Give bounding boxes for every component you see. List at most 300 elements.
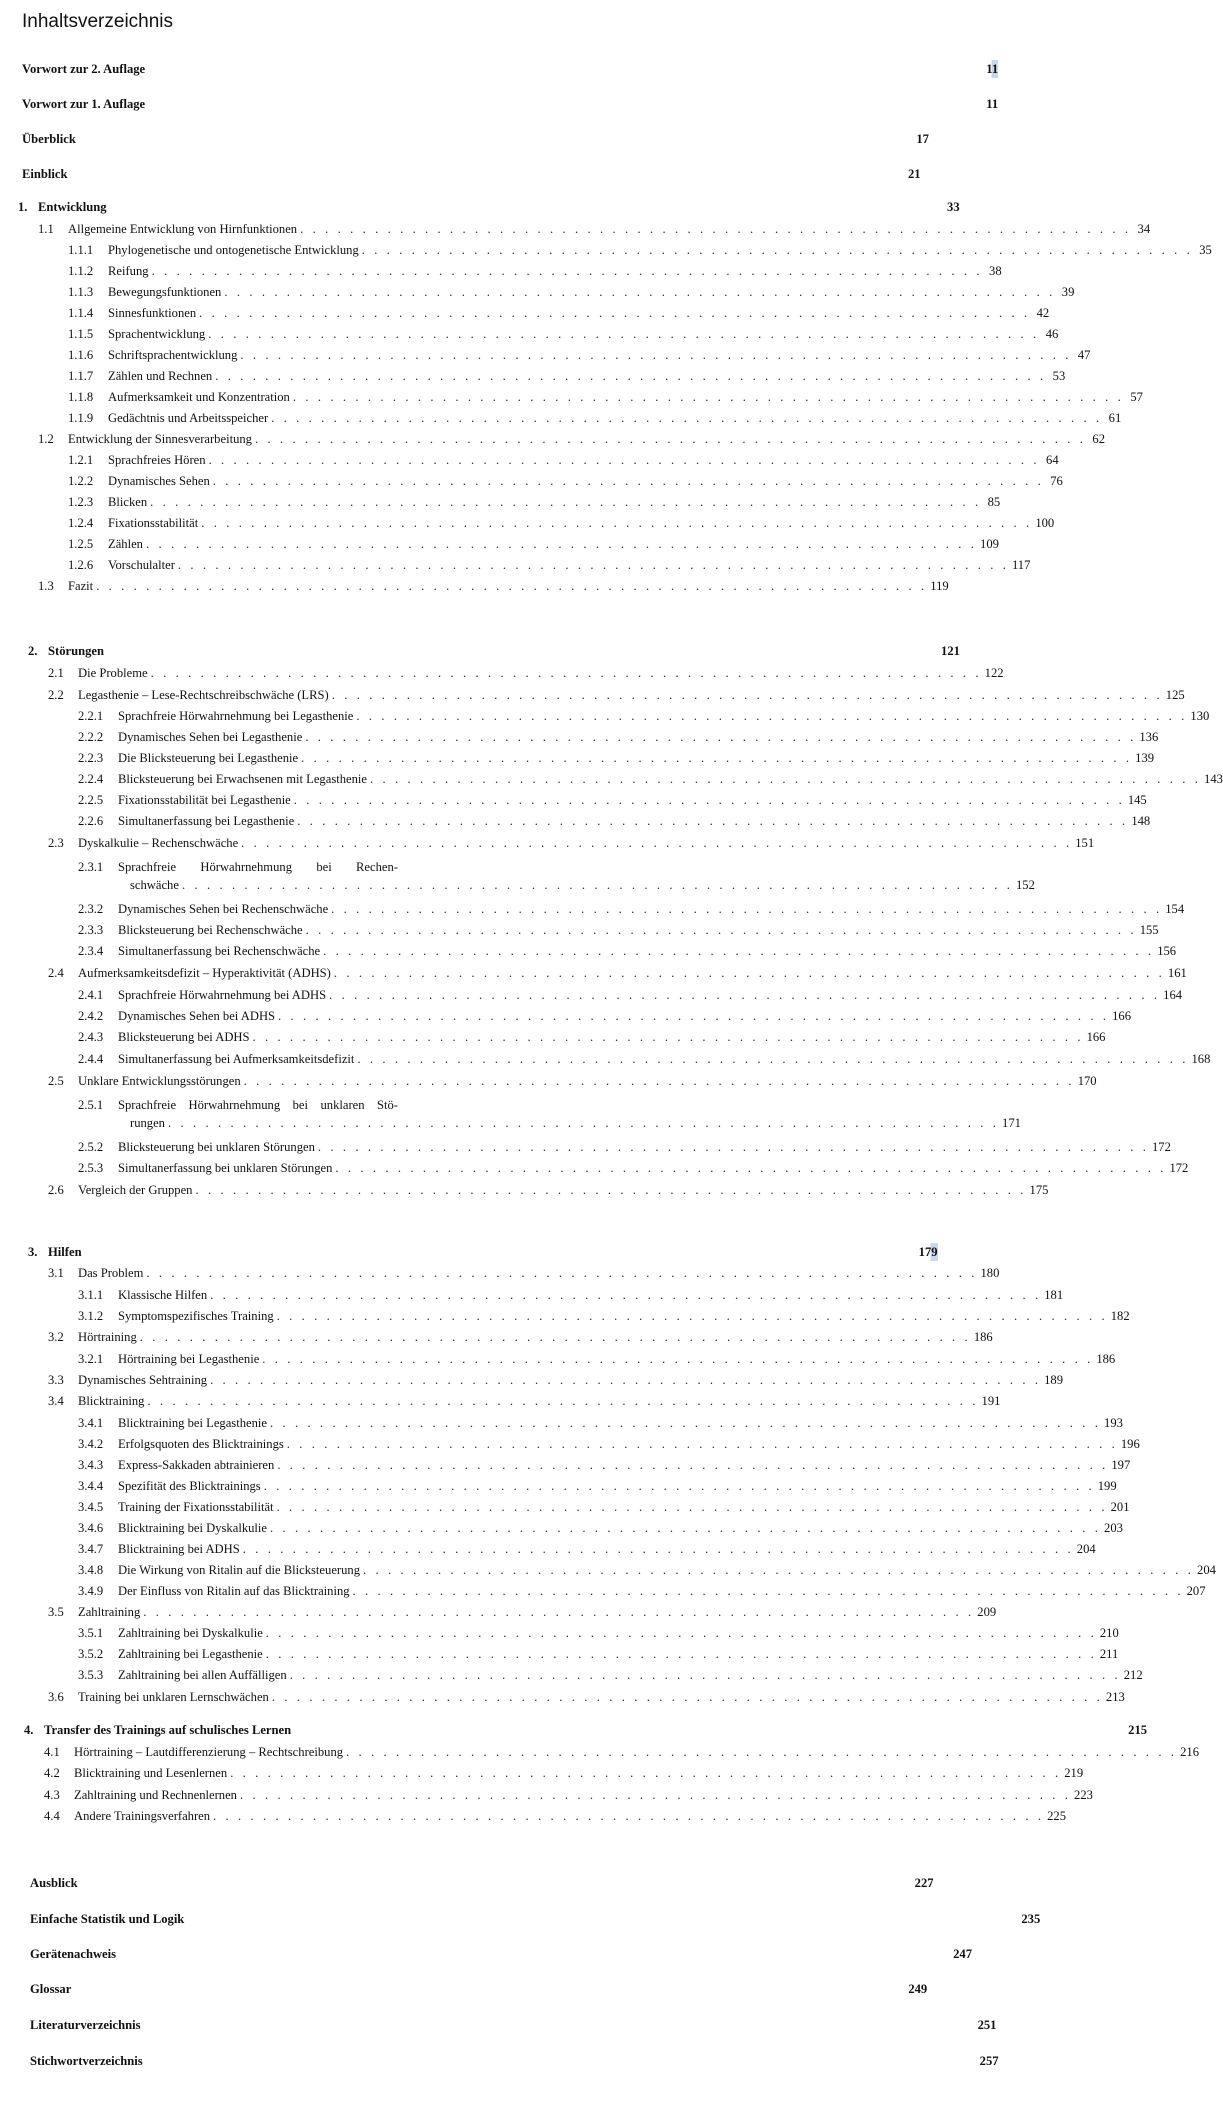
toc-entry[interactable] [68,472,1063,490]
toc-entry-page-number: 225 [1047,1809,1066,1823]
toc-entry-label: Sprachfreies Hören [108,453,206,467]
toc-entry-page-number: 61 [1108,411,1122,425]
toc-entry[interactable] [38,577,949,595]
toc-entry-label: Hilfen [48,1245,82,1259]
toc-entry-label: Training bei unklaren Lernschwächen [78,1690,269,1704]
toc-entry[interactable] [68,556,1031,574]
toc-entry-number: 2.5 [48,1074,64,1088]
toc-entry[interactable] [68,304,1050,322]
dot-leader [277,1456,1108,1474]
toc-entry-number: 3.4.7 [78,1542,104,1556]
toc-entry-label: Aufmerksamkeitsdefizit – Hyperaktivität (ADHS) [78,966,331,980]
toc-entry-number: 3.3 [48,1373,64,1387]
toc-entry-label: Ausblick [30,1876,78,1890]
dot-leader [318,1138,1149,1156]
toc-entry-body [118,1645,1119,1663]
toc-entry[interactable] [78,1624,1119,1642]
toc-entry-number: 2.4.3 [78,1030,104,1044]
toc-entry-body [118,749,1155,767]
toc-entry-label: Einfache Statistik und Logik [30,1912,185,1926]
toc-entry-body [78,1181,1049,1199]
toc-entry-body [78,1603,997,1621]
toc-entry[interactable] [78,1435,1140,1453]
dot-leader [199,304,1030,322]
toc-entry-page-number: 53 [1052,369,1066,383]
dot-leader [272,1688,1103,1706]
toc-entry-page-number: 46 [1045,327,1059,341]
toc-entry-number: 2.2.1 [78,709,104,723]
toc-entry[interactable] [68,346,1091,364]
toc-entry[interactable] [28,1243,938,1261]
toc-entry[interactable] [78,770,1223,788]
toc-entry-page-number: 155 [1139,923,1159,937]
toc-entry-page-number: 180 [980,1266,1000,1280]
toc-entry-label: Simultanerfassung bei Aufmerksamkeitsdefizit [118,1052,355,1066]
toc-entry-number: 1.2.3 [68,495,94,509]
toc-entry-body [48,1243,938,1261]
toc-entry-page-number: 122 [984,666,1004,680]
toc-entry[interactable] [48,1371,1063,1389]
toc-entry-body [78,1688,1125,1706]
dot-leader [213,472,1044,490]
dot-leader [230,1764,1061,1782]
toc-entry[interactable] [78,1159,1189,1177]
toc-entry[interactable] [68,493,1001,511]
toc-entry-body [78,1328,993,1346]
toc-entry-body [74,1743,1199,1761]
toc-entry-label: Vorwort zur 2. Auflage [22,62,146,76]
toc-entry-number: 3.1 [48,1266,64,1280]
toc-entry-label: Training der Fixationsstabilität [118,1500,274,1514]
toc-entry[interactable] [68,283,1075,301]
dot-leader [346,1743,1177,1761]
toc-entry-number: 1.2.6 [68,558,94,572]
toc-entry-number: 1.1.4 [68,306,94,320]
dot-leader [150,493,981,511]
toc-entry-page-number: 130 [1190,709,1210,723]
toc-entry[interactable] [78,728,1159,746]
toc-entry-body [108,451,1059,469]
toc-entry-body [108,325,1059,343]
dot-leader [266,1624,1097,1642]
toc-entry-body [30,1945,972,1963]
toc-entry-page-number: 34 [1137,222,1151,236]
toc-entry-page-number: 62 [1092,432,1106,446]
toc-entry[interactable] [78,1350,1116,1368]
toc-entry-label: Vorschulalter [108,558,175,572]
toc-entry-number: 3. [28,1245,38,1259]
toc-entry-label: Entwicklung der Sinnesverarbeitung [68,432,252,446]
toc-entry-page-number: 145 [1127,793,1147,807]
toc-entry-body [118,1414,1123,1432]
toc-entry-body [118,986,1183,1004]
toc-entry-body [118,1519,1123,1537]
dot-leader [262,1350,1093,1368]
toc-entry-number: 2.4.4 [78,1052,104,1066]
toc-entry-label: Die Wirkung von Ritalin auf die Blicksteuerung [118,1563,360,1577]
toc-entry-number: 3.4 [48,1394,64,1408]
toc-entry[interactable] [78,1582,1206,1600]
toc-entry-label: Entwicklung [38,200,107,214]
toc-entry-label: Zahltraining bei allen Auffälligen [118,1668,287,1682]
toc-entry[interactable] [68,388,1143,406]
toc-entry-page-number: 219 [1064,1766,1084,1780]
toc-entry-page-number: 179 [918,1245,938,1259]
toc-entry-body [108,241,1212,259]
toc-entry-number: 1.2.5 [68,537,94,551]
toc-entry-number: 1.2.1 [68,453,94,467]
toc-entry[interactable] [68,325,1059,343]
toc-entry[interactable] [78,791,1147,809]
toc-entry-number: 4.4 [44,1809,60,1823]
toc-entry-page-number: 193 [1104,1416,1123,1430]
toc-entry[interactable] [18,198,960,216]
toc-entry[interactable] [22,130,929,148]
toc-entry-body [30,2016,997,2034]
toc-entry-label: Störungen [48,644,104,658]
toc-entry[interactable] [48,1688,1125,1706]
toc-entry[interactable] [78,1007,1131,1025]
toc-entry-label: Blicktraining bei Legasthenie [118,1416,267,1430]
toc-entry-page-number: 249 [908,1982,928,1996]
toc-entry-number: 3.4.4 [78,1479,104,1493]
toc-entry[interactable] [78,1561,1216,1579]
dot-leader [363,1561,1194,1579]
toc-entry-label: Zahltraining [78,1605,141,1619]
toc-entry[interactable] [22,95,999,113]
dot-leader [151,664,982,682]
toc-entry-number: 3.4.2 [78,1437,104,1451]
toc-entry-body [78,1392,1001,1410]
toc-entry[interactable] [68,451,1059,469]
toc-entry-label: Andere Trainingsverfahren [74,1809,211,1823]
toc-entry[interactable] [30,1874,934,1892]
toc-entry-page-number: 210 [1099,1626,1119,1640]
toc-entry-page-number: 257 [979,2054,999,2068]
toc-entry-number: 2.2 [48,688,64,702]
toc-entry-body [30,2052,999,2070]
toc-entry-number: 2.5.3 [78,1161,104,1175]
toc-entry-label: Fixationsstabilität bei Legasthenie [118,793,291,807]
toc-entry-label: Aufmerksamkeit und Konzentration [108,390,290,404]
toc-entry-page-number: 168 [1191,1052,1211,1066]
toc-entry-label: Symptomspezifisches Training [118,1309,274,1323]
toc-entry-label: schwäche [130,878,179,892]
toc-entry[interactable] [44,1807,1066,1825]
toc-entry-page-number: 119 [930,579,949,593]
toc-entry[interactable] [22,165,921,183]
toc-entry-page-number: 182 [1110,1309,1130,1323]
toc-entry[interactable] [78,749,1155,767]
toc-entry-body [108,535,999,553]
toc-entry[interactable] [30,1945,972,1963]
toc-entry-page-number: 117 [1011,558,1031,572]
dot-leader [209,451,1040,469]
dot-leader [353,1582,1184,1600]
toc-entry-page-number: 201 [1110,1500,1130,1514]
toc-entry[interactable] [30,2052,999,2070]
toc-entry-page-number: 186 [973,1330,993,1344]
toc-entry-label: Das Problem [78,1266,144,1280]
toc-entry-label: Express-Sakkaden abtrainieren [118,1458,275,1472]
toc-entry-number: 1.3 [38,579,54,593]
toc-entry[interactable] [24,1721,1148,1739]
toc-entry[interactable] [48,1181,1049,1199]
toc-entry-number: 2.2.3 [78,751,104,765]
toc-entry-body [108,472,1063,490]
toc-entry-number: 2.3.2 [78,902,104,916]
toc-entry[interactable] [78,1286,1064,1304]
toc-entry-page-number: 204 [1076,1542,1096,1556]
toc-entry-label: Unklare Entwicklungsstörungen [78,1074,241,1088]
toc-entry-body [118,1007,1131,1025]
dot-leader [244,1072,1075,1090]
toc-entry-number: 1.2.2 [68,474,94,488]
toc-entry[interactable] [68,367,1066,385]
toc-entry-body [118,1540,1096,1558]
toc-entry-body [78,664,1004,682]
dot-leader [293,388,1124,406]
toc-entry-label: Blicktraining bei Dyskalkulie [118,1521,267,1535]
toc-entry[interactable] [78,1028,1106,1046]
toc-entry-number: 2.2.6 [78,814,104,828]
toc-entry[interactable] [44,1786,1093,1804]
toc-entry-label: Die Probleme [78,666,148,680]
toc-entry-body [30,1980,928,1998]
toc-entry-body [118,900,1185,918]
toc-entry[interactable] [68,262,1002,280]
toc-entry[interactable] [48,686,1185,704]
toc-entry[interactable] [48,664,1004,682]
toc-entry-page-number: 151 [1075,836,1095,850]
toc-entry-label: Vergleich der Gruppen [78,1183,193,1197]
toc-entry-page-number: 64 [1046,453,1059,467]
toc-entry-number: 2.2.4 [78,772,104,786]
dot-leader [210,1286,1041,1304]
toc-entry-label: Reifung [108,264,149,278]
dot-leader [210,1371,1041,1389]
toc-entry-body [118,1307,1130,1325]
toc-entry-number: 1. [18,200,28,214]
toc-entry[interactable] [78,900,1185,918]
toc-entry[interactable] [48,1603,997,1621]
toc-entry-number: 1.1 [38,222,54,236]
page-title: Inhaltsverzeichnis [22,11,174,32]
dot-leader [96,577,927,595]
toc-entry-body [118,1028,1106,1046]
toc-entry-number: 2.3.4 [78,944,104,958]
toc-entry[interactable] [78,921,1159,939]
toc-entry[interactable] [48,1264,1000,1282]
toc-entry-page-number: 172 [1151,1140,1171,1154]
toc-entry[interactable] [48,1392,1001,1410]
toc-entry-body [74,1807,1066,1825]
toc-entry[interactable] [68,514,1055,532]
toc-entry-number: 1.1.5 [68,327,94,341]
toc-entry[interactable] [30,2016,997,2034]
dot-leader [290,1666,1121,1684]
toc-entry-body [108,556,1031,574]
toc-entry-number: 3.5 [48,1605,64,1619]
toc-entry-page-number: 100 [1035,516,1055,530]
toc-entry-page-number: 172 [1169,1161,1189,1175]
toc-entry-page-number: 76 [1050,474,1063,488]
toc-entry-body [22,165,921,183]
dot-leader [213,1807,1044,1825]
dot-leader [297,812,1128,830]
toc-entry-number: 3.2 [48,1330,64,1344]
toc-entry[interactable] [68,241,1212,259]
toc-entry-body [22,95,999,113]
toc-entry[interactable] [28,642,960,660]
toc-entry-label: Gerätenachweis [30,1947,117,1961]
toc-entry-page-number: 212 [1123,1668,1143,1682]
toc-entry[interactable] [44,1764,1084,1782]
toc-entry[interactable] [78,1498,1130,1516]
toc-entry-label: Sprachfreie Hörwahrnehmung bei ADHS [118,988,327,1002]
toc-entry[interactable] [78,1477,1117,1495]
toc-entry[interactable] [68,535,999,553]
toc-entry-number: 2.5.1 [78,1098,104,1112]
toc-entry[interactable] [48,1072,1097,1090]
toc-entry-label: Hörtraining bei Legasthenie [118,1352,260,1366]
toc-entry-page-number: 85 [987,495,1001,509]
toc-entry[interactable] [78,1456,1131,1474]
toc-entry-body [68,577,949,595]
toc-entry-page-number: 39 [1061,285,1075,299]
toc-entry-label: Sprachfreie Hörwahrnehmung bei unklaren Stö- [118,1098,398,1112]
toc-entry-body [118,728,1159,746]
toc-entry-label: Blicksteuerung bei unklaren Störungen [118,1140,315,1154]
toc-entry-body [30,1874,934,1892]
toc-entry[interactable] [78,1050,1211,1068]
toc-entry-body [78,964,1187,982]
toc-entry-number: 3.4.6 [78,1521,104,1535]
toc-entry-label: Blicktraining und Lesenlernen [74,1766,228,1780]
toc-entry[interactable] [78,1519,1123,1537]
toc-entry[interactable] [30,1910,1041,1928]
toc-entry-page-number: 161 [1167,966,1187,980]
toc-entry[interactable] [38,430,1106,448]
toc-entry[interactable] [78,1096,1021,1132]
toc-entry-body [108,388,1143,406]
toc-entry-label: Der Einfluss von Ritalin auf das Blicktraining [118,1584,350,1598]
toc-entry-label: Simultanerfassung bei Rechenschwäche [118,944,321,958]
toc-entry-page-number: 203 [1104,1521,1123,1535]
toc-entry[interactable] [78,858,1035,894]
toc-entry-body [118,858,1035,894]
toc-entry-body [118,1498,1130,1516]
toc-entry-number: 1.1.9 [68,411,94,425]
toc-entry-body [22,60,999,78]
toc-entry-body [118,1096,1021,1132]
dot-leader [264,1477,1095,1495]
toc-entry-number: 4. [24,1723,34,1737]
toc-entry-label: Glossar [30,1982,72,1996]
toc-entry[interactable] [78,707,1210,725]
toc-entry-page-number: 42 [1036,306,1050,320]
toc-entry-label: Zahltraining und Rechnenlernen [74,1788,237,1802]
toc-entry-page-number: 109 [980,537,999,551]
dot-leader [294,791,1125,809]
toc-entry[interactable] [22,60,999,78]
toc-entry-page-number: 38 [989,264,1002,278]
toc-entry[interactable] [78,1666,1143,1684]
toc-entry-label: Schriftsprachentwicklung [108,348,238,362]
toc-entry[interactable] [48,964,1187,982]
toc-entry-number: 4.1 [44,1745,60,1759]
toc-entry-number: 2.4 [48,966,64,980]
toc-entry[interactable] [38,220,1151,238]
dot-leader [270,1414,1101,1432]
toc-entry-page-number: 171 [1002,1116,1021,1130]
dot-leader [168,1114,999,1132]
toc-entry-number: 3.2.1 [78,1352,104,1366]
toc-entry-body [118,770,1223,788]
toc-entry[interactable] [78,812,1151,830]
toc-entry-page-number: 33 [947,200,960,214]
toc-entry-body [118,812,1151,830]
toc-entry-page-number: 199 [1097,1479,1117,1493]
toc-entry[interactable] [44,1743,1199,1761]
toc-entry-number: 2.4.1 [78,988,104,1002]
toc-entry[interactable] [78,1307,1130,1325]
toc-entry-number: 3.4.1 [78,1416,104,1430]
toc-entry[interactable] [78,986,1183,1004]
toc-entry[interactable] [78,1414,1123,1432]
toc-entry[interactable] [78,942,1177,960]
toc-entry-body [118,1138,1171,1156]
dot-leader [356,707,1187,725]
toc-entry-label: Klassische Hilfen [118,1288,208,1302]
toc-entry[interactable] [48,1328,993,1346]
toc-entry-label: Blicksteuerung bei Erwachsenen mit Legasthenie [118,772,367,786]
toc-entry-body [78,1371,1063,1389]
toc-entry-page-number: 197 [1111,1458,1131,1472]
dot-leader [224,283,1055,301]
toc-entry-label: Hörtraining [78,1330,137,1344]
toc-entry-number: 2.1 [48,666,64,680]
toc-entry-page-number: 143 [1204,772,1223,786]
toc-entry-body [118,791,1147,809]
dot-leader [255,430,1086,448]
toc-entry-label: Zählen und Rechnen [108,369,213,383]
toc-entry-label: Sinnesfunktionen [108,306,197,320]
toc-entry-label: Blicken [108,495,148,509]
dot-leader [278,1007,1109,1025]
toc-entry[interactable] [68,409,1122,427]
toc-entry[interactable] [78,1138,1171,1156]
toc-entry-number: 2.5.2 [78,1140,104,1154]
toc-entry-label: rungen [130,1116,165,1130]
toc-entry-number: 1.1.3 [68,285,94,299]
toc-entry-number: 2. [28,644,38,658]
toc-entry-body [68,430,1106,448]
toc-entry[interactable] [30,1980,928,1998]
toc-entry-body [48,642,960,660]
toc-entry-number: 1.2.4 [68,516,94,530]
toc-entry-page-number: 139 [1135,751,1155,765]
dot-leader [201,514,1032,532]
toc-entry[interactable] [48,834,1095,852]
toc-entry[interactable] [78,1645,1119,1663]
toc-entry-number: 3.6 [48,1690,64,1704]
dot-leader [271,409,1102,427]
toc-entry[interactable] [78,1540,1096,1558]
dot-leader [300,220,1131,238]
toc-entry-page-number: 247 [953,1947,972,1961]
toc-entry-number: 1.1.8 [68,390,94,404]
